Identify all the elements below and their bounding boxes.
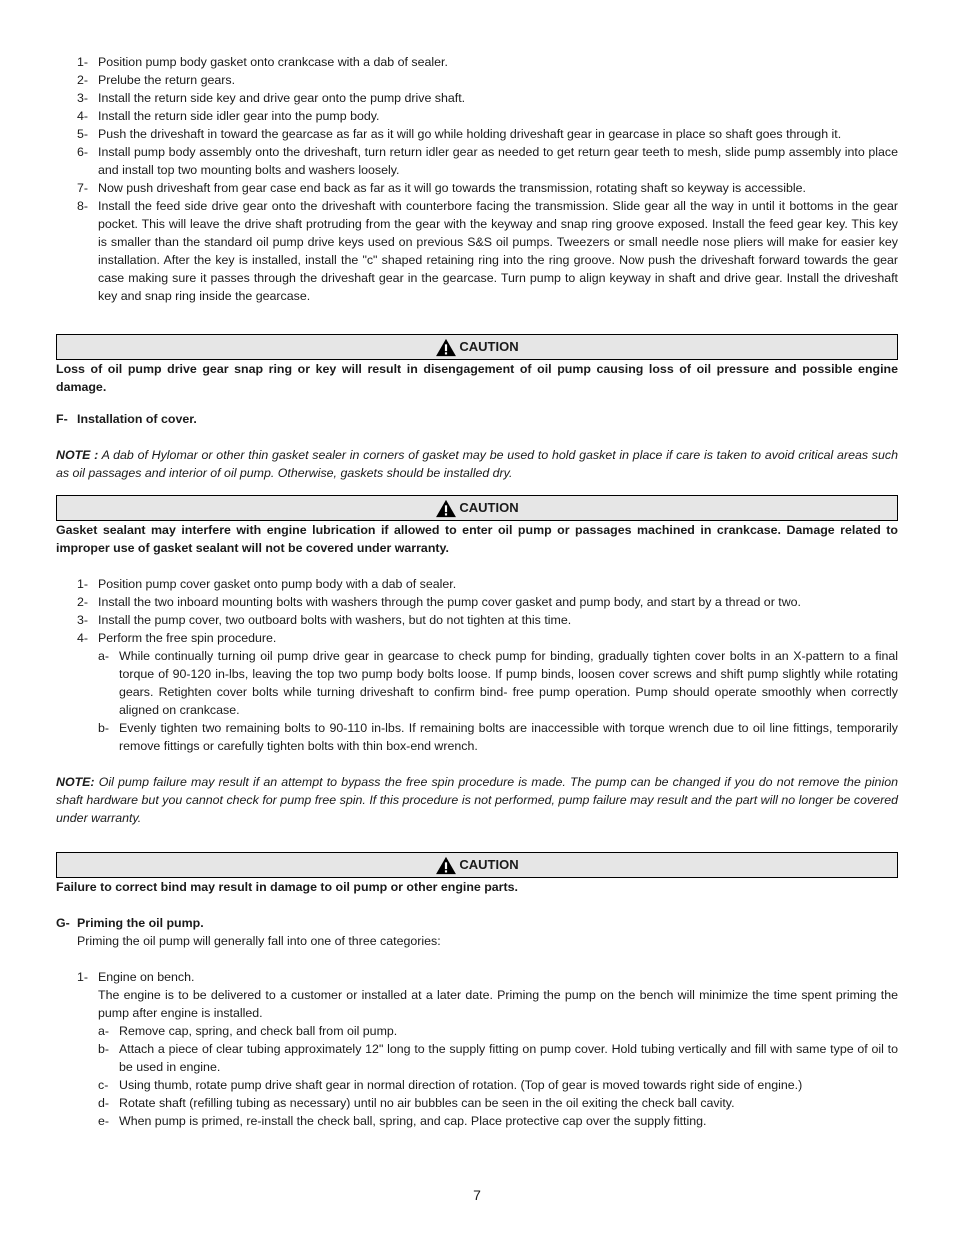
note-paragraph: NOTE : A dab of Hylomar or other thin gasket sealer in corners of gasket may be used to hold gasket in place if care is taken to avoid critical areas such as oil passages and interior of oil pump. Otherwise, gaskets should be installed dry. bbox=[56, 448, 898, 480]
section-heading: F- Installation of cover. bbox=[56, 412, 197, 426]
caution-banner bbox=[56, 495, 898, 521]
page-content bbox=[56, 53, 898, 1130]
sub-list-item: b- Attach a piece of clear tubing approximately 12" long to the supply fitting on pump cover. Hold tubing vertically and fill with same type of oil to be used in engine. bbox=[98, 1042, 898, 1074]
page-number: 7 bbox=[473, 1187, 481, 1203]
sub-list-item: e- When pump is primed, re-install the check ball, spring, and cap. Place protective cap over the supply fitting. bbox=[98, 1114, 707, 1128]
caution-text: Failure to correct bind may result in damage to oil pump or other engine parts. bbox=[56, 880, 518, 894]
sub-list-item: c- Using thumb, rotate pump drive shaft gear in normal direction of rotation. (Top of gear is moved towards right side of engine.) bbox=[98, 1078, 803, 1092]
section-intro: Priming the oil pump will generally fall into one of three categories: bbox=[77, 934, 441, 948]
list-item: 3- Install the return side key and drive gear onto the pump drive shaft. bbox=[77, 91, 466, 105]
sub-list-item: a- While continually turning oil pump drive gear in gearcase to check pump for binding, gradually tighten cover bolts in an X-pattern to a final torque of 90-120 in-lbs, leaving the top two pump body bolts loose. If pump binds, loosen cover screws and shift pump slightly while rotating gears. Retighten cover bolts while turning driveshaft to confirm bind- free pump operation. Pump should operate smoothly when correctly aligned on crankcase. bbox=[98, 649, 898, 717]
warning-triangle-icon bbox=[435, 499, 457, 518]
cover-steps-list bbox=[56, 575, 898, 755]
assembly-steps-list bbox=[56, 53, 898, 305]
list-item: 3- Install the pump cover, two outboard bolts with washers, but do not tighten at this time. bbox=[77, 613, 572, 627]
warning-triangle-icon bbox=[435, 856, 457, 875]
caution-label: CAUTION bbox=[459, 857, 519, 872]
list-item: 1- Position pump cover gasket onto pump body with a dab of sealer. bbox=[77, 577, 457, 591]
list-item: 8- Install the feed side drive gear onto the driveshaft with counterbore facing the transmission. Slide gear all the way in until it bottoms in the gear pocket. This will leave the drive shaft protruding from the gear with the keyway and snap ring groove exposed. Install the feed gear key. This key is smaller than the standard oil pump drive keys used on previous S&S oil pumps. Tweezers or small needle nose pliers will make for easier key installation. After the key is installed, install the "c" shaped retaining ring into the ring groove. Now push the driveshaft forward towards the gear case making sure it passes through the driveshaft gear in the gearcase. Turn pump to align keyway in shaft and drive gear. Install the driveshaft key and snap ring inside the gearcase. bbox=[77, 199, 898, 303]
caution-banner bbox=[56, 334, 898, 360]
caution-banner bbox=[56, 852, 898, 878]
sub-list-item: a- Remove cap, spring, and check ball from oil pump. bbox=[98, 1024, 398, 1038]
caution-label: CAUTION bbox=[459, 500, 519, 515]
list-item: 4- Perform the free spin procedure. bbox=[77, 631, 277, 645]
list-item: 4- Install the return side idler gear into the pump body. bbox=[77, 109, 380, 123]
sub-list-item: d- Rotate shaft (refilling tubing as necessary) until no air bubbles can be seen in the oil exiting the check ball cavity. bbox=[98, 1096, 735, 1110]
list-item: 6- Install pump body assembly onto the driveshaft, turn return idler gear as needed to get return gear teeth to mesh, slide pump assembly into place and install top two mounting bolts and washers loosely. bbox=[77, 145, 898, 177]
list-item: 1- Position pump body gasket onto crankcase with a dab of sealer. bbox=[77, 55, 448, 69]
list-item-description: The engine is to be delivered to a customer or installed at a later date. Priming the pump on the bench will minimize the time spent priming the pump after engine is installed. bbox=[98, 988, 898, 1020]
caution-text: Loss of oil pump drive gear snap ring or key will result in disengagement of oil pump causing loss of oil pressure and possible engine damage. bbox=[56, 362, 898, 394]
caution-text: Gasket sealant may interfere with engine lubrication if allowed to enter oil pump or passages machined in crankcase. Damage related to improper use of gasket sealant will not be covered under warranty. bbox=[56, 523, 898, 555]
list-item: 2- Prelube the return gears. bbox=[77, 73, 236, 87]
caution-label: CAUTION bbox=[459, 339, 519, 354]
note-paragraph: NOTE: Oil pump failure may result if an attempt to bypass the free spin procedure is made. The pump can be changed if you do not remove the pinion shaft hardware but you cannot check for pump free spin. If this procedure is not performed, pump failure may result and the part will no longer be covered under warranty. bbox=[56, 775, 898, 825]
section-heading: G- Priming the oil pump. bbox=[56, 916, 204, 930]
list-item: 2- Install the two inboard mounting bolts with washers through the pump cover gasket and pump body, and start by a thread or two. bbox=[77, 595, 801, 609]
list-item: 5- Push the driveshaft in toward the gearcase as far as it will go while holding driveshaft gear in gearcase in place so shaft goes through it. bbox=[77, 127, 842, 141]
warning-triangle-icon bbox=[435, 338, 457, 357]
priming-steps-list bbox=[56, 968, 898, 1130]
list-item: 7- Now push driveshaft from gear case end back as far as it will go towards the transmission, rotating shaft so keyway is accessible. bbox=[77, 181, 806, 195]
list-item: 1- Engine on bench. bbox=[77, 970, 195, 984]
sub-list-item: b- Evenly tighten two remaining bolts to 90-110 in-lbs. If remaining bolts are inaccessible with torque wrench due to oil line fittings, temporarily remove fittings or carefully tighten bolts with thin box-end wrench. bbox=[98, 721, 898, 753]
